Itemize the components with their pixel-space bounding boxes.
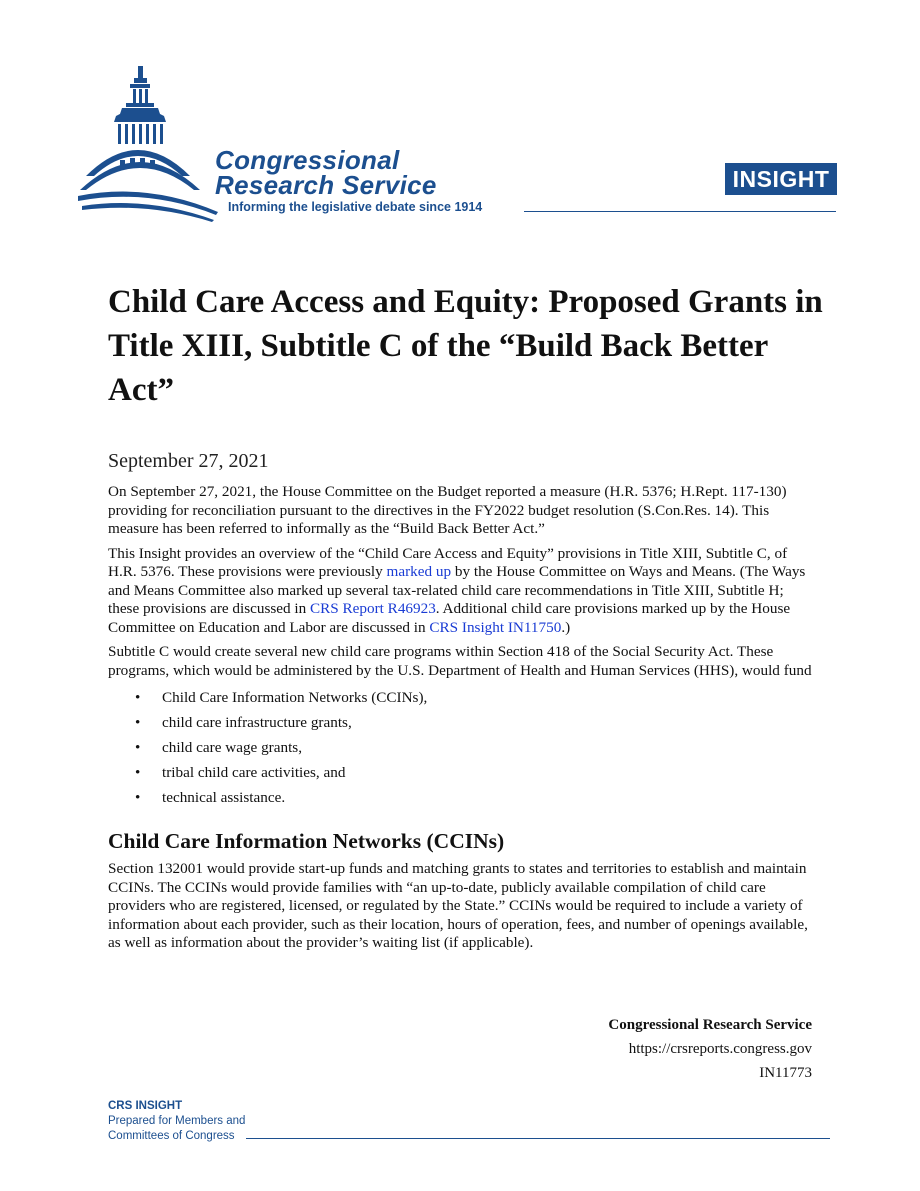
paragraph-ccins: Section 132001 would provide start-up funds and matching grants to states and territories to establish and maintain CCINs. The CCINs would provide families with “an up-to-date, publicly available compilation of child care providers who are registered, licensed, or regulated by the State.” CCINs would be required to include a variety of information about each provider, such as their location, hours of operation, fees, and number of openings available, as well as information about the provider’s waiting list (if applicable). — [108, 860, 808, 951]
header — [0, 0, 920, 230]
insight-badge: INSIGHT — [725, 163, 837, 195]
paragraph-intro: On September 27, 2021, the House Committee on the Budget reported a measure (H.R. 5376; H.Rept. 117-130) providing for reconciliation pursuant to the directives in the FY2022 budget resolution (S.Con.Res. 14). This measure has been referred to informally as the “Build Back Better Act.” — [108, 483, 787, 537]
footer-org: Congressional Research Service — [608, 1017, 812, 1033]
paragraph-subtitle-c: Subtitle C would create several new child care programs within Section 418 of the Social Security Act. These programs, which would be administered by the U.S. Department of Health and Human Services (HHS), would fund — [108, 643, 812, 679]
capitol-dome-logo — [78, 64, 223, 222]
header-divider — [524, 211, 836, 212]
footer-url: https://crsreports.congress.gov — [628, 1041, 812, 1057]
list-item: • Child Care Information Networks (CCINs), — [135, 689, 428, 706]
footer-prepared-line2: Committees of Congress — [108, 1130, 235, 1142]
footer-id: IN11773 — [759, 1065, 812, 1081]
footer-right — [608, 1013, 812, 1085]
document-title: Child Care Access and Equity: Proposed Grants in Title XIII, Subtitle C of the “Build Back Better Act” — [108, 284, 823, 408]
overview-text-3: . Additional child care provisions marked up by the House Committee on Education and Labor are discussed in — [108, 600, 791, 636]
program-list — [108, 689, 818, 814]
list-item: • technical assistance. — [135, 789, 286, 806]
overview-text-1: This Insight provides an overview of the “Child Care Access and Equity” provisions in Title XIII, Subtitle C, of H.R. 5376. These provisions were previously — [108, 544, 788, 580]
list-item: • child care infrastructure grants, — [135, 714, 352, 731]
org-name-line2: Research Service — [215, 170, 437, 200]
tagline: Informing the legislative debate since 1914 — [228, 200, 483, 214]
bullet-icon: • — [135, 689, 141, 706]
crs-report-r46923-link[interactable]: CRS Report R46923 — [310, 600, 436, 617]
bullet-icon: • — [135, 764, 141, 781]
list-item: • child care wage grants, — [135, 739, 302, 756]
section-heading: Child Care Information Networks (CCINs) — [108, 829, 505, 853]
document-date: September 27, 2021 — [108, 450, 269, 472]
overview-text-4: .) — [561, 618, 571, 636]
paragraph-overview — [108, 545, 818, 638]
list-item: • tribal child care activities, and — [135, 764, 346, 781]
marked-up-link[interactable]: marked up — [386, 563, 452, 580]
footer-divider — [246, 1138, 830, 1139]
org-name-line1: Congressional — [215, 145, 400, 175]
overview-text-2: by the House Committee on Ways and Means. (The Ways and Means Committee also marked up several tax-related child care recommendations in Title XIII, Subtitle H; these provisions are discussed in — [108, 563, 806, 617]
bullet-icon: • — [135, 739, 141, 756]
bullet-icon: • — [135, 789, 141, 806]
bullet-icon: • — [135, 714, 141, 731]
footer-left — [108, 1099, 245, 1144]
document-body — [108, 483, 818, 959]
footer-prepared-line1: Prepared for Members and — [108, 1115, 246, 1127]
crs-insight-in11750-link[interactable]: CRS Insight IN11750 — [429, 618, 562, 636]
footer-crs-insight: CRS INSIGHT — [108, 1100, 183, 1112]
